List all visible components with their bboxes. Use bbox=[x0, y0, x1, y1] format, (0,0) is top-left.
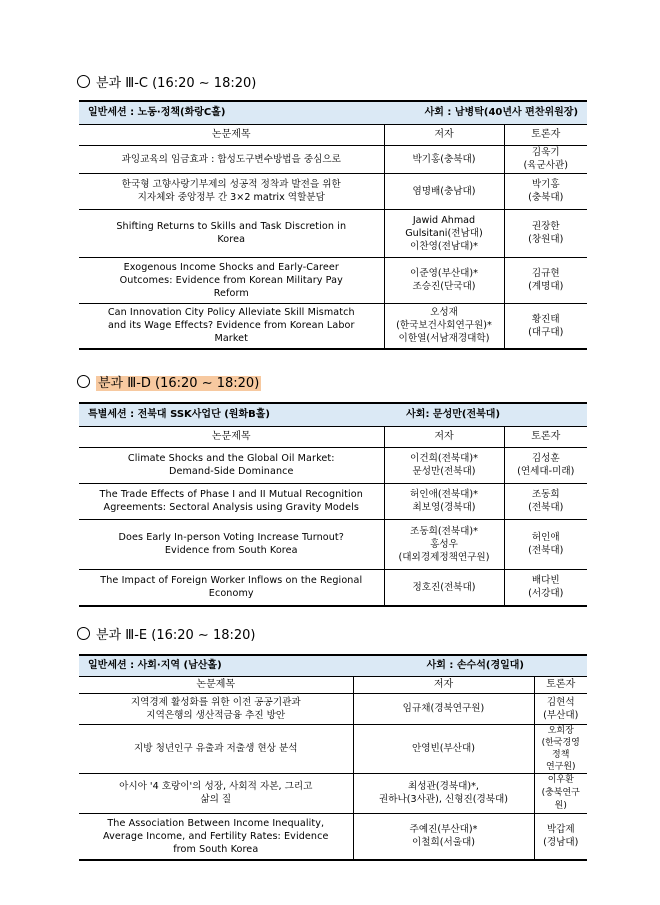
col-header-authors: 저자 bbox=[384, 124, 504, 145]
paper-discussant: 허인애 (전북대) bbox=[504, 519, 587, 569]
paper-discussant: 김성훈 (연세대-미래) bbox=[504, 447, 587, 483]
paper-title: 아시아 '4 호랑이'의 성장, 사회적 자본, 그리고 삶의 질 bbox=[79, 773, 353, 813]
table-row bbox=[79, 483, 587, 519]
session-header bbox=[79, 403, 587, 426]
table-header-row bbox=[79, 426, 587, 447]
paper-discussant: 이우환 (충북연구원) bbox=[534, 773, 587, 813]
paper-title: The Trade Effects of Phase I and II Mutual Recognition Agreements: Sectoral Analysis using Gravity Models bbox=[79, 483, 384, 519]
paper-title: Can Innovation City Policy Alleviate Skill Mismatch and its Wage Effects? Evidence from Korean Labor Market bbox=[79, 303, 384, 349]
col-header-discussants: 토론자 bbox=[504, 426, 587, 447]
paper-authors: 박기홍(충북대) bbox=[384, 145, 504, 173]
paper-discussant: 김욱기 (육군사관) bbox=[504, 145, 587, 173]
session-label: 일반세션 : 사회·지역 (남산홀) bbox=[88, 660, 222, 672]
paper-discussant: 배다빈 (서강대) bbox=[504, 569, 587, 606]
table-row bbox=[79, 813, 587, 860]
table-row bbox=[79, 303, 587, 349]
session-table-c bbox=[79, 100, 587, 350]
session-chair: 사회 : 남병탁(40년사 편찬위원장) bbox=[424, 107, 579, 119]
table-row bbox=[79, 773, 587, 813]
section-title-e: 분과 Ⅲ-E (16:20 ∼ 18:20) bbox=[77, 627, 255, 645]
table-header-row bbox=[79, 676, 587, 693]
table-row bbox=[79, 145, 587, 173]
col-header-discussants: 토론자 bbox=[534, 676, 587, 693]
paper-title: 지역경제 활성화를 위한 이전 공공기관과 지역은행의 생산적금융 추진 방안 bbox=[79, 693, 353, 724]
table-row bbox=[79, 724, 587, 773]
paper-discussant: 권장한 (창원대) bbox=[504, 209, 587, 257]
col-header-title: 논문제목 bbox=[79, 124, 384, 145]
session-chair: 사회: 문성만(전북대) bbox=[406, 409, 501, 421]
paper-discussant: 박기홍 (충북대) bbox=[504, 173, 587, 209]
col-header-authors: 저자 bbox=[353, 676, 534, 693]
paper-discussant: 박갑제 (경남대) bbox=[534, 813, 587, 860]
circle-bullet-icon bbox=[77, 627, 90, 640]
table-row bbox=[79, 693, 587, 724]
table-row bbox=[79, 257, 587, 303]
paper-discussant: 황진태 (대구대) bbox=[504, 303, 587, 349]
section-title-d: 분과 Ⅲ-D (16:20 ∼ 18:20) bbox=[77, 375, 261, 393]
session-label: 특별세션 : 전북대 SSK사업단 (원화B홀) bbox=[88, 409, 270, 421]
paper-authors: 이준영(부산대)* 조승진(단국대) bbox=[384, 257, 504, 303]
session-table-e bbox=[79, 654, 587, 861]
session-table-d bbox=[79, 402, 587, 607]
paper-title: Does Early In-person Voting Increase Turnout? Evidence from South Korea bbox=[79, 519, 384, 569]
table-row bbox=[79, 447, 587, 483]
paper-discussant: 김규현 (계명대) bbox=[504, 257, 587, 303]
paper-authors: 최성관(경북대)*, 권하나(3사관), 신형진(경북대) bbox=[353, 773, 534, 813]
paper-authors: 염명배(충남대) bbox=[384, 173, 504, 209]
paper-title: 지방 청년인구 유출과 저출생 현상 분석 bbox=[79, 724, 353, 773]
circle-bullet-icon bbox=[77, 375, 90, 388]
paper-authors: 허인애(전북대)* 최보영(경북대) bbox=[384, 483, 504, 519]
table-header-row bbox=[79, 124, 587, 145]
paper-discussant: 조동희 (전북대) bbox=[504, 483, 587, 519]
table-row bbox=[79, 209, 587, 257]
paper-discussant: 김현석 (부산대) bbox=[534, 693, 587, 724]
col-header-discussants: 토론자 bbox=[504, 124, 587, 145]
paper-title: Shifting Returns to Skills and Task Discretion in Korea bbox=[79, 209, 384, 257]
col-header-title: 논문제목 bbox=[79, 426, 384, 447]
paper-authors: Jawid Ahmad Gulsitani(전남대) 이찬영(전남대)* bbox=[384, 209, 504, 257]
paper-title: 한국형 고향사랑기부제의 성공적 정착과 발전을 위한 지자체와 중앙정부 간 3×2 matrix 역할분담 bbox=[79, 173, 384, 209]
table-row bbox=[79, 173, 587, 209]
paper-authors: 이건희(전북대)* 문성만(전북대) bbox=[384, 447, 504, 483]
paper-title: Exogenous Income Shocks and Early-Career Outcomes: Evidence from Korean Military Pay Reform bbox=[79, 257, 384, 303]
paper-authors: 정호진(전북대) bbox=[384, 569, 504, 606]
paper-authors: 안영빈(부산대) bbox=[353, 724, 534, 773]
col-header-title: 논문제목 bbox=[79, 676, 353, 693]
paper-discussant: 오희장 (한국경영정책 연구원) bbox=[534, 724, 587, 773]
paper-title: 과잉교육의 임금효과 : 합성도구변수방법을 중심으로 bbox=[79, 145, 384, 173]
table-row bbox=[79, 569, 587, 606]
col-header-authors: 저자 bbox=[384, 426, 504, 447]
table-row bbox=[79, 519, 587, 569]
circle-bullet-icon bbox=[77, 75, 90, 88]
paper-title: The Association Between Income Inequality, Average Income, and Fertility Rates: Evidence from South Korea bbox=[79, 813, 353, 860]
section-title-c: 분과 Ⅲ-C (16:20 ∼ 18:20) bbox=[77, 75, 256, 93]
paper-authors: 조동희(전북대)* 홍성우 (대외경제정책연구원) bbox=[384, 519, 504, 569]
paper-authors: 오성재 (한국보건사회연구원)* 이한열(서남재경대학) bbox=[384, 303, 504, 349]
paper-authors: 임규채(경북연구원) bbox=[353, 693, 534, 724]
paper-title: The Impact of Foreign Worker Inflows on the Regional Economy bbox=[79, 569, 384, 606]
paper-title: Climate Shocks and the Global Oil Market: Demand-Side Dominance bbox=[79, 447, 384, 483]
session-header bbox=[79, 101, 587, 124]
session-chair: 사회 : 손수석(경일대) bbox=[426, 660, 524, 672]
session-header bbox=[79, 655, 587, 676]
session-label: 일반세션 : 노동·정책(화랑C홀) bbox=[88, 107, 226, 119]
paper-authors: 주예진(부산대)* 이철희(서울대) bbox=[353, 813, 534, 860]
